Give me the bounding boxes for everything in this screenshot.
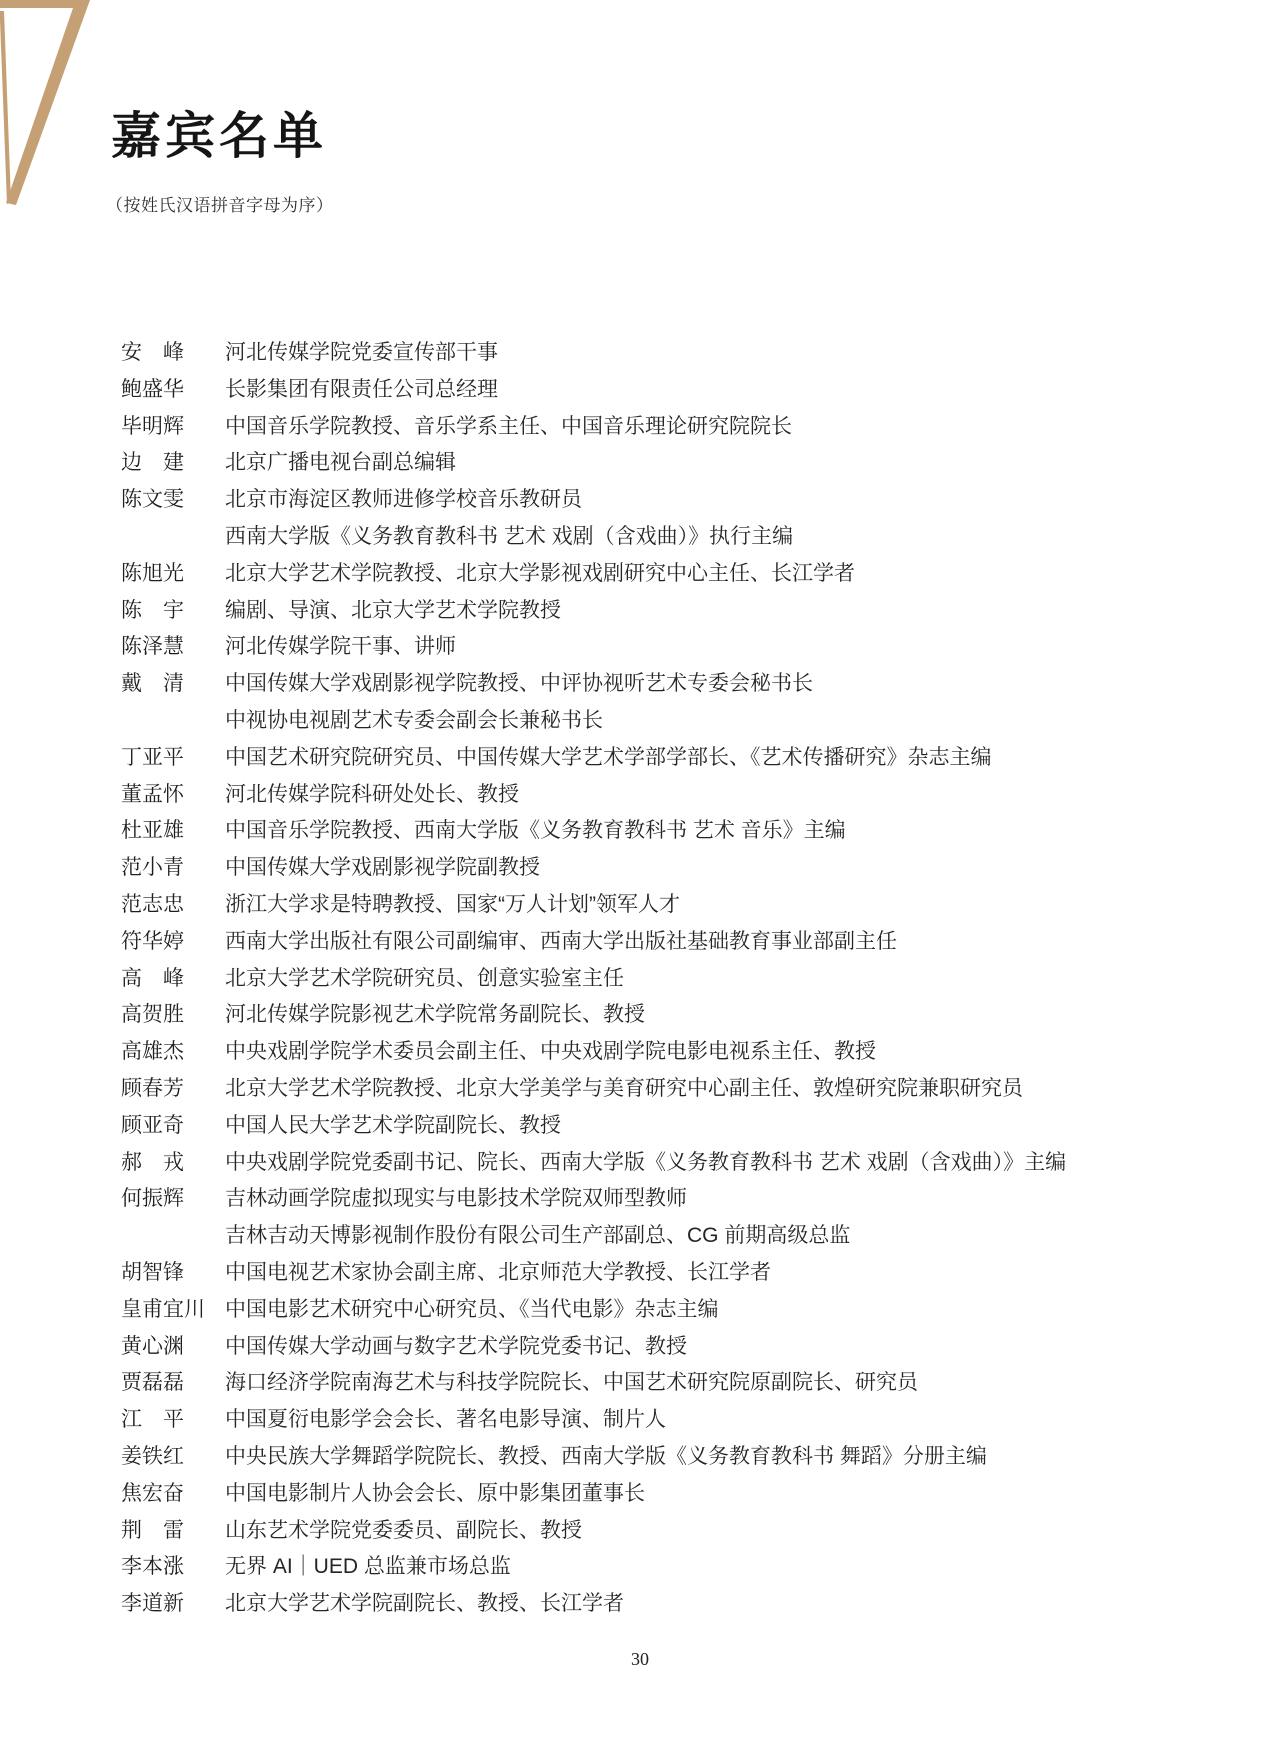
guest-roles	[225, 629, 456, 666]
guest-row	[121, 1034, 1066, 1071]
guest-name: 高 峰	[121, 966, 184, 990]
guest-role-line: 中国电视艺术家协会副主席、北京师范大学教授、长江学者	[225, 1260, 771, 1284]
guest-role-line: 中央戏剧学院学术委员会副主任、中央戏剧学院电影电视系主任、教授	[225, 1040, 876, 1064]
guest-roles	[225, 887, 680, 924]
guest-roles	[225, 1292, 719, 1329]
guest-roles	[225, 445, 456, 482]
guest-name: 董孟怀	[121, 782, 184, 806]
guest-name: 范小青	[121, 856, 184, 880]
guest-role-line: 河北传媒学院党委宣传部干事	[225, 341, 498, 364]
guest-name: 高雄杰	[121, 1040, 184, 1064]
guest-role-line: 中国传媒大学戏剧影视学院副教授	[225, 856, 540, 880]
guest-role-line: 河北传媒学院影视艺术学院常务副院长、教授	[225, 1003, 645, 1027]
guest-roles	[225, 593, 561, 630]
guest-row	[121, 1071, 1066, 1108]
guest-roles	[225, 409, 792, 446]
guest-role-line: 中国传媒大学戏剧影视学院教授、中评协视听艺术专委会秘书长	[225, 672, 813, 696]
guest-roles	[225, 1181, 850, 1255]
guest-name: 戴 清	[121, 672, 184, 696]
guest-role-line: 无界 AI｜UED 总监兼市场总监	[225, 1555, 511, 1579]
guest-roles	[225, 1034, 876, 1071]
guest-roles	[225, 1329, 687, 1366]
guest-name: 李道新	[121, 1592, 184, 1616]
guest-role-line: 中国人民大学艺术学院副院长、教授	[225, 1113, 561, 1137]
guest-row	[121, 335, 1066, 372]
guest-row	[121, 1402, 1066, 1439]
guest-role-line: 吉林吉动天博影视制作股份有限公司生产部副总、CG 前期高级总监	[225, 1224, 851, 1248]
guest-row	[121, 1549, 1066, 1586]
guest-role-line: 中央戏剧学院党委副书记、院长、西南大学版《义务教育教科书 艺术 戏剧（含戏曲）》主编	[225, 1150, 1067, 1174]
guest-roles	[225, 997, 645, 1034]
guest-row	[121, 850, 1066, 887]
guest-role-line: 北京广播电视台副总编辑	[225, 451, 456, 475]
guest-name: 姜铁红	[121, 1444, 184, 1468]
page-number: 30	[631, 1649, 649, 1669]
guest-role-line: 河北传媒学院科研处处长、教授	[225, 782, 519, 806]
guest-row	[121, 445, 1066, 482]
guest-role-line: 西南大学出版社有限公司副编审、西南大学出版社基础教育事业部副主任	[225, 929, 897, 953]
guest-role-line: 中国电影制片人协会会长、原中影集团董事长	[225, 1481, 645, 1505]
guest-roles	[225, 1255, 771, 1292]
guest-role-line: 西南大学版《义务教育教科书 艺术 戏剧（含戏曲）》执行主编	[225, 524, 794, 548]
guest-row	[121, 887, 1066, 924]
guest-name: 皇甫宜川	[121, 1297, 205, 1321]
guest-row	[121, 556, 1066, 593]
guest-row	[121, 1476, 1066, 1513]
guest-roles	[225, 1549, 511, 1586]
guest-role-line: 中国音乐学院教授、音乐学系主任、中国音乐理论研究院院长	[225, 414, 792, 438]
guest-name: 焦宏奋	[121, 1481, 184, 1505]
guest-roles	[225, 1108, 561, 1145]
guest-row	[121, 1181, 1066, 1255]
guest-row	[121, 1255, 1066, 1292]
guest-row	[121, 666, 1066, 740]
guest-roles	[225, 961, 624, 998]
guest-role-line: 北京市海淀区教师进修学校音乐教研员	[225, 488, 582, 512]
guest-roles	[225, 372, 498, 409]
guest-role-line: 中视协电视剧艺术专委会副会长兼秘书长	[225, 708, 603, 732]
guest-row	[121, 813, 1066, 850]
guest-roles	[225, 924, 897, 961]
page-subtitle: （按姓氏汉语拼音字母为序）	[106, 196, 334, 215]
guest-row	[121, 1586, 1066, 1623]
guest-name: 陈文雯	[121, 488, 184, 512]
guest-role-line: 北京大学艺术学院副院长、教授、长江学者	[225, 1592, 624, 1616]
guest-name: 陈 宇	[121, 598, 184, 622]
guest-row	[121, 409, 1066, 446]
guest-name: 边 建	[121, 451, 184, 475]
guest-name: 何振辉	[121, 1187, 184, 1211]
guest-name: 贾磊磊	[121, 1371, 184, 1395]
guest-row	[121, 961, 1066, 998]
guest-roles	[225, 482, 793, 556]
guest-name: 范志忠	[121, 892, 184, 916]
guest-role-line: 中国传媒大学动画与数字艺术学院党委书记、教授	[225, 1334, 687, 1358]
guest-row	[121, 1108, 1066, 1145]
guest-name: 荆 雷	[121, 1518, 184, 1542]
guest-name: 丁亚平	[121, 745, 184, 769]
guest-role-line: 中国音乐学院教授、西南大学版《义务教育教科书 艺术 音乐》主编	[225, 819, 846, 843]
guest-name: 黄心渊	[121, 1334, 184, 1358]
guest-role-line: 浙江大学求是特聘教授、国家“万人计划”领军人才	[225, 892, 680, 916]
guest-role-line: 北京大学艺术学院研究员、创意实验室主任	[225, 966, 624, 990]
gold-thin-line	[0, 11, 11, 204]
page-title: 嘉宾名单	[111, 108, 327, 164]
guest-role-line: 吉林动画学院虚拟现实与电影技术学院双师型教师	[225, 1187, 687, 1211]
guest-role-line: 编剧、导演、北京大学艺术学院教授	[225, 598, 561, 622]
guest-name: 毕明辉	[121, 414, 184, 438]
guest-list	[121, 335, 1066, 1623]
guest-row	[121, 924, 1066, 961]
guest-role-line: 中国艺术研究院研究员、中国传媒大学艺术学部学部长、《艺术传播研究》杂志主编	[225, 745, 992, 769]
guest-roles	[225, 1476, 645, 1513]
guest-row	[121, 1145, 1066, 1182]
guest-roles	[225, 335, 498, 372]
guest-name: 符华婷	[121, 929, 184, 953]
guest-row	[121, 740, 1066, 777]
guest-row	[121, 593, 1066, 630]
guest-name: 高贺胜	[121, 1003, 184, 1027]
guest-role-line: 中央民族大学舞蹈学院院长、教授、西南大学版《义务教育教科书 舞蹈》分册主编	[225, 1444, 987, 1468]
guest-name: 顾春芳	[121, 1076, 184, 1100]
guest-name: 郝 戎	[121, 1150, 184, 1174]
guest-name: 李本涨	[121, 1555, 184, 1579]
guest-name: 安 峰	[121, 341, 184, 364]
guest-row	[121, 1292, 1066, 1329]
guest-row	[121, 1329, 1066, 1366]
guest-roles	[225, 1145, 1066, 1182]
guest-role-line: 中国电影艺术研究中心研究员、《当代电影》杂志主编	[225, 1297, 719, 1321]
guest-row	[121, 482, 1066, 556]
guest-row	[121, 372, 1066, 409]
guest-row	[121, 1365, 1066, 1402]
guest-role-line: 海口经济学院南海艺术与科技学院院长、中国艺术研究院原副院长、研究员	[225, 1371, 918, 1395]
guest-role-line: 北京大学艺术学院教授、北京大学影视戏剧研究中心主任、长江学者	[225, 561, 855, 585]
guest-row	[121, 777, 1066, 814]
guest-roles	[225, 1439, 987, 1476]
guest-roles	[225, 1071, 1023, 1108]
guest-name: 陈旭光	[121, 561, 184, 585]
guest-row	[121, 1513, 1066, 1550]
guest-row	[121, 997, 1066, 1034]
guest-name: 胡智锋	[121, 1260, 184, 1284]
guest-role-line: 中国夏衍电影学会会长、著名电影导演、制片人	[225, 1408, 666, 1432]
guest-roles	[225, 1513, 582, 1550]
guest-roles	[225, 1365, 918, 1402]
guest-roles	[225, 1586, 624, 1623]
guest-roles	[225, 813, 846, 850]
guest-name: 顾亚奇	[121, 1113, 184, 1137]
guest-roles	[225, 1402, 666, 1439]
guest-name: 鲍盛华	[121, 377, 184, 401]
guest-name: 陈泽慧	[121, 635, 184, 659]
guest-row	[121, 629, 1066, 666]
gold-seven-shape	[0, 0, 90, 205]
guest-role-line: 河北传媒学院干事、讲师	[225, 635, 456, 659]
guest-roles	[225, 556, 855, 593]
guest-name: 江 平	[121, 1408, 184, 1432]
guest-role-line: 北京大学艺术学院教授、北京大学美学与美育研究中心副主任、敦煌研究院兼职研究员	[225, 1076, 1023, 1100]
guest-roles	[225, 777, 519, 814]
guest-name: 杜亚雄	[121, 819, 184, 843]
guest-roles	[225, 666, 813, 740]
guest-roles	[225, 850, 540, 887]
guest-role-line: 山东艺术学院党委委员、副院长、教授	[225, 1518, 582, 1542]
guest-roles	[225, 740, 992, 777]
guest-row	[121, 1439, 1066, 1476]
gold-ribbon-decoration	[0, 0, 100, 216]
guest-role-line: 长影集团有限责任公司总经理	[225, 377, 498, 401]
